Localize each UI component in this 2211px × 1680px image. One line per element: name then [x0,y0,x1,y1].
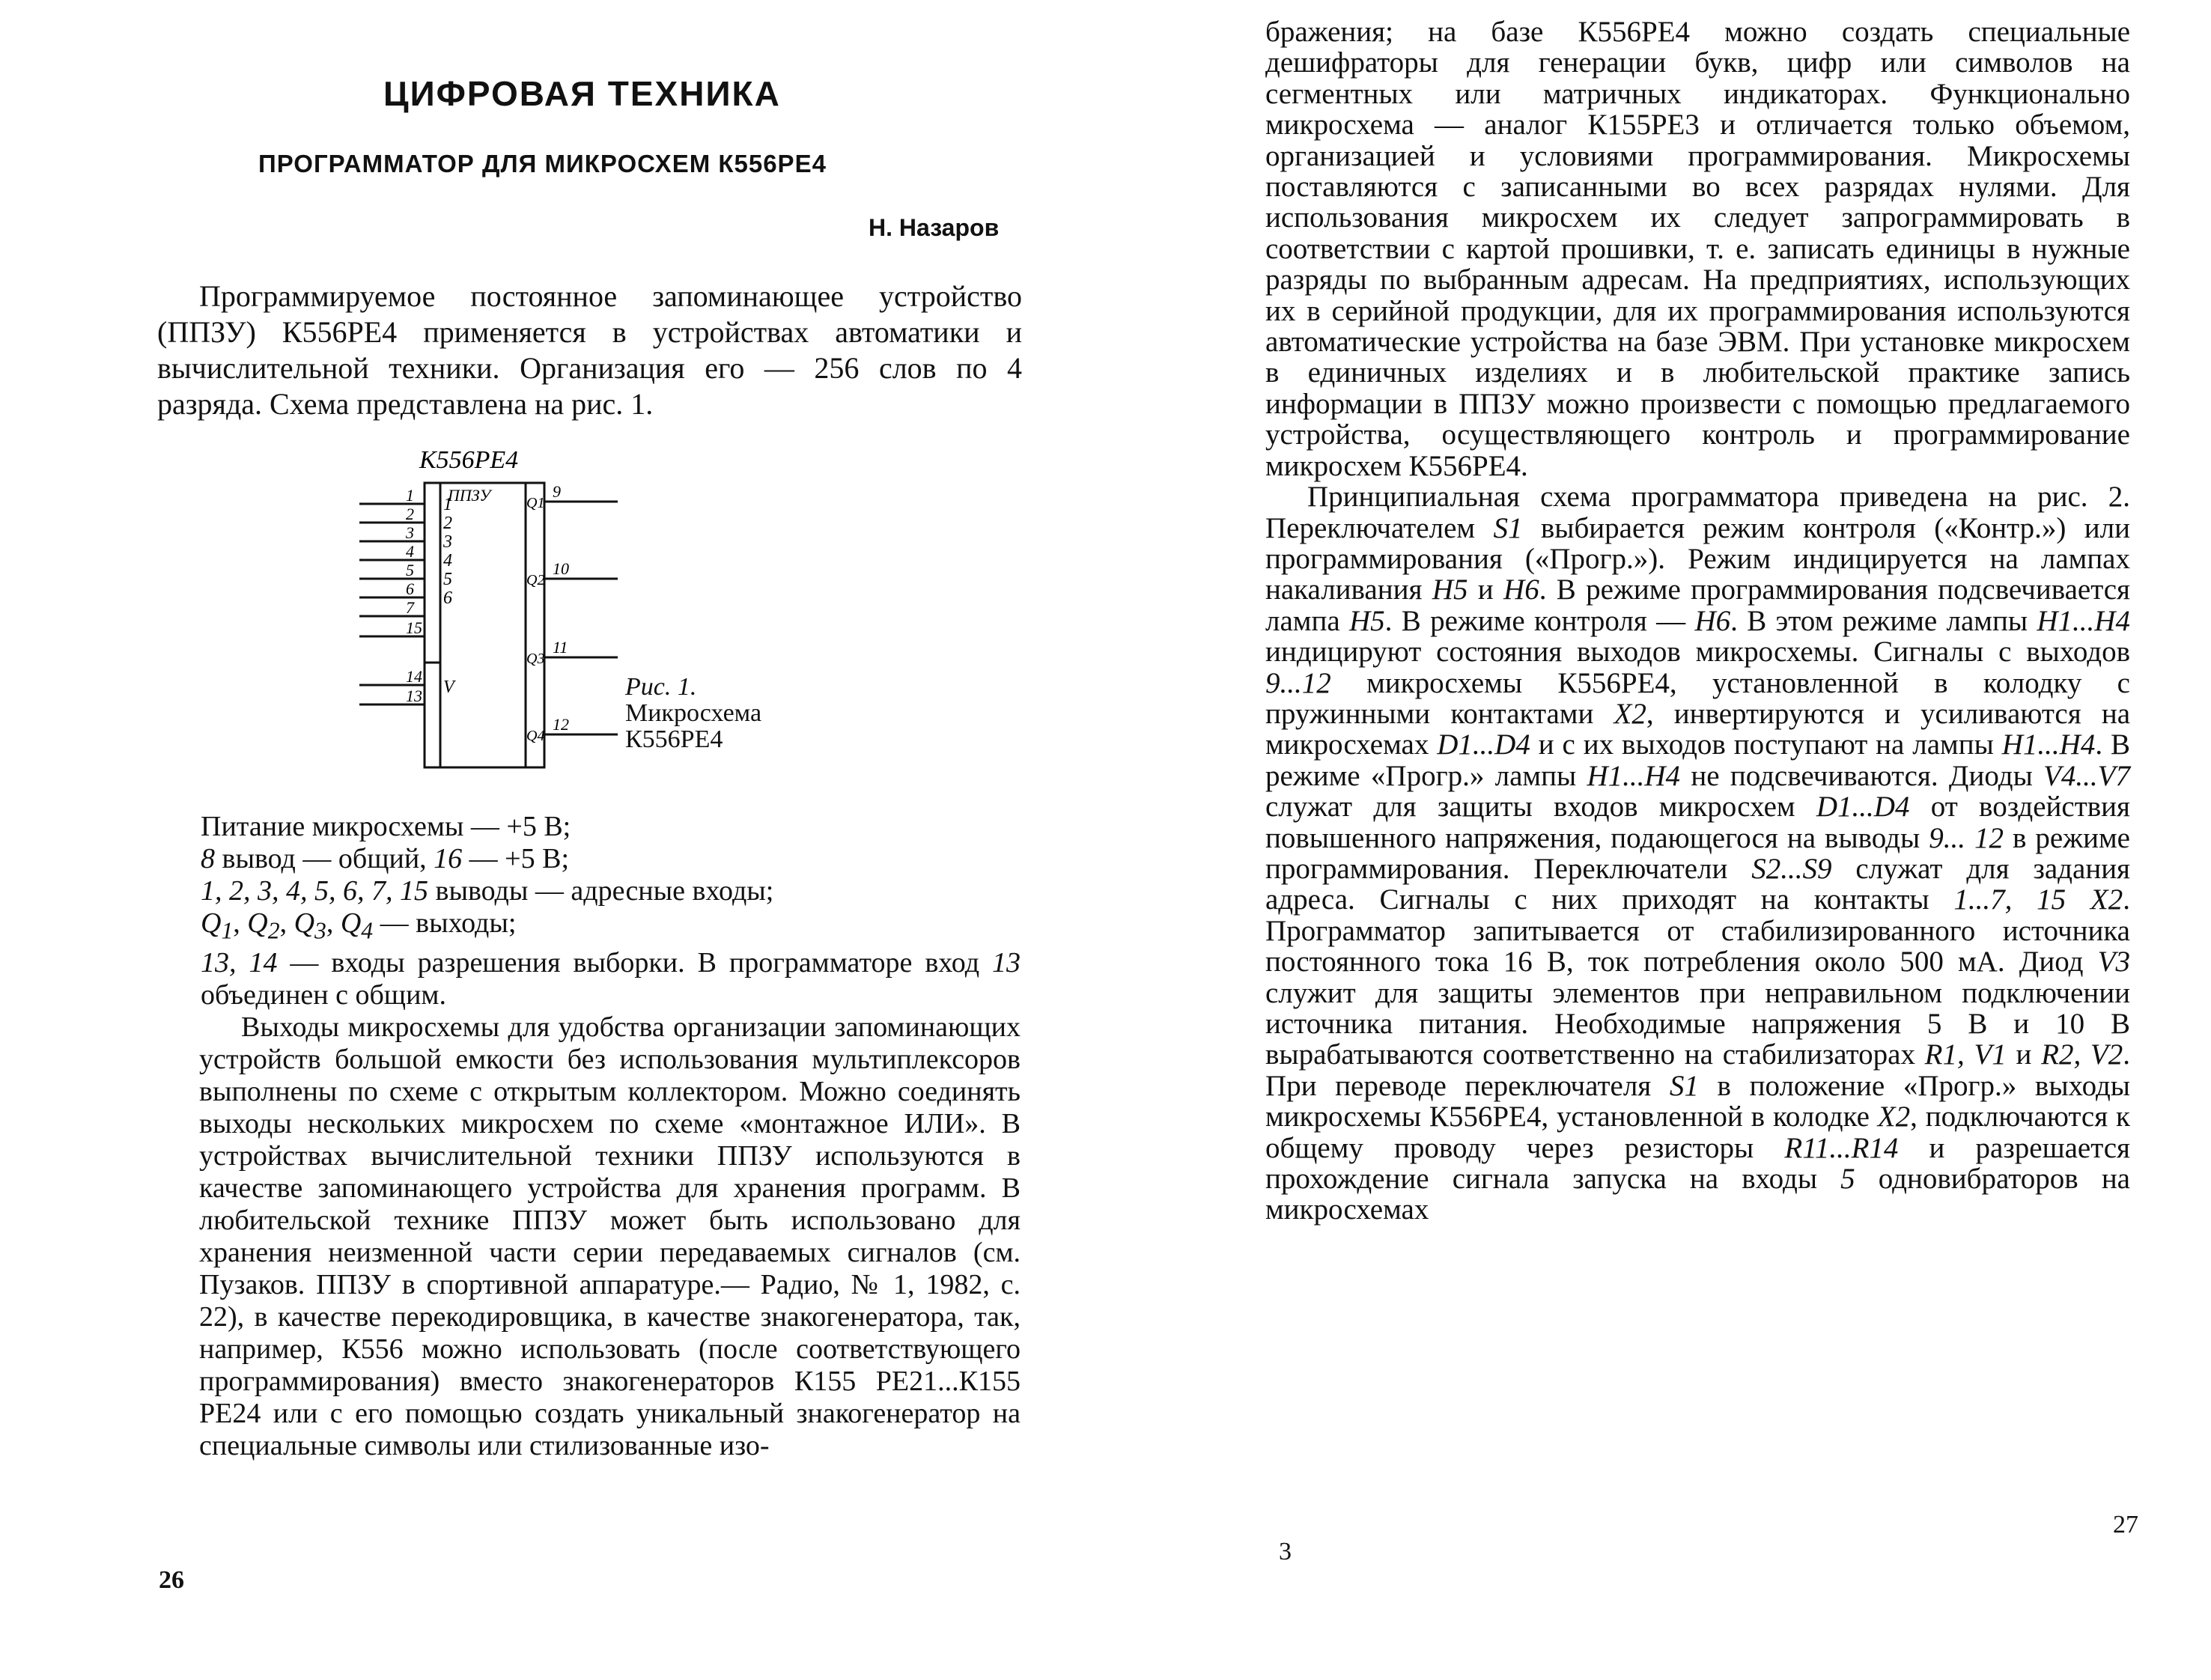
chip-inner-label: V [443,678,454,697]
pin-number-left: 2 [406,505,414,523]
pin-number: 16 [434,843,463,874]
designator: S1 [1493,511,1523,544]
designator: H6 [1503,573,1539,606]
pin-numbers: 13, 14 [201,946,278,979]
intro-text: Программируемое постоянное запоминающее устройство (ППЗУ) К556РЕ4 применяется в устройствах автоматики и вычислительной техники. Организация его — 256 слов по 4 разряда. Схема представлена на рис. 1. [157,279,1022,421]
caption-title: Рис. 1. [625,673,697,701]
designator: H1...H4 [2001,728,2096,761]
pin-number-right: 9 [553,482,561,501]
output-q3: $Q_3$ [294,907,326,944]
designator: V3 [2097,946,2130,979]
designator: 5 [1840,1163,1855,1196]
pin-number-left: 1 [406,486,414,505]
chip-name-label: К556РЕ4 [419,446,519,474]
pin-number-left: 3 [406,523,414,542]
chip-output-label: Q1 [526,495,545,511]
pinout-line-ground [201,843,1021,875]
chip-inner-label: 6 [443,588,452,608]
pin-number-left: 13 [406,687,422,705]
pinout-text: объединен с общим. [201,979,446,1011]
chip-output-label: Q4 [526,728,545,744]
designator: 1...7, 15 X2 [1953,883,2123,916]
pin-number-left: 15 [406,618,422,637]
designator: X2 [1614,697,1646,730]
designator: H1...H4 [2037,604,2130,637]
designator: 9...12 [1265,666,1331,699]
page-number-right: 27 [2113,1511,2138,1539]
pin-number-right: 12 [553,715,569,734]
author: Н. Назаров [869,214,1000,241]
pin-number-left: 6 [406,579,414,598]
chip-inner-label: 4 [443,551,452,570]
chip-inner-label: 3 [443,532,452,552]
designator: R1, V1 [1924,1038,2007,1071]
designator: H1...H4 [1587,759,1681,792]
pinout-text: — входы разрешения выборки. В программаторе вход [277,946,992,979]
pinout-line-enable [201,947,1021,1011]
pin-number-left: 14 [406,667,422,686]
chip-type-label: ППЗУ [448,486,491,505]
designator: V4...V7 [2043,759,2130,792]
chip-output-label: Q2 [526,572,545,588]
pinout-line-outputs: $Q_1$, $Q_2$, $Q_3$, $Q_4$ — выходы; [201,907,517,944]
pinout-list [201,811,1021,1462]
pin-number-right: 10 [553,559,569,578]
intro-paragraph [157,279,1022,422]
chip-inner-label: 2 [443,514,452,533]
output-q2: $Q_2$ [247,907,280,944]
designator: H6 [1694,604,1731,637]
right-text-column [1265,16,2130,1226]
pin-number-right: 11 [553,638,568,657]
pinout-text: — +5 В; [462,843,570,874]
right-paragraph-2: Принципиальная схема программатора приведена на рис. 2. Переключателем S1 выбирается режим контроля («Контр.») или программирования («Прогр.»). Режим индицируется на лампах накаливания H5 и H6. В режиме программирования подсвечивается лампа H5. В режиме контроля — H6. В этом режиме лампы H1...H4 индицируют состояния выходов микросхемы. Сигналы с выходов 9...12 микросхемы К556РЕ4, установленной в колодку с пружинными контактами X2, инвертируются и усиливаются на микросхемах D1...D4 и с их выходов поступают на лампы H1...H4. В режиме «Прогр.» лампы H1...H4 не подсвечиваются. Диоды V4...V7 служат для защиты входов микросхем D1...D4 от воздействия повышенного напряжения, подающегося на выводы 9... 12 в режиме программирования. Переключатели S2...S9 служат для задания адреса. Сигналы с них приходят на контакты 1...7, 15 X2. Программатор запитывается от стабилизированного источника постоянного тока 16 В, ток потребления около 500 мА. Диод V3 служит для защиты элементов при неправильном подключении источника питания. Необходимые напряжения 5 В и 10 В вырабатываются соответственно на стабилизаторах R1, V1 и R2, V2. При переводе переключателя S1 в положение «Прогр.» выходы микросхемы К556РЕ4, установленной в колодке X2, подключаются к общему проводу через резисторы R11...R14 и разрешается прохождение сигнала запуска на входы 5 одновибраторов на микросхемах [1265,481,2131,1226]
pinout-line-address [201,875,1021,907]
designator: H5 [1432,573,1468,606]
pin-number-left: 4 [406,542,414,561]
designator: 9... 12 [1929,821,2004,854]
pinout-line-power: Питание микросхемы — +5 В; [201,811,571,842]
designator: R11...R14 [1784,1131,1899,1164]
pin-number: 13 [992,946,1021,979]
pinout-text: вывод — общий, [215,843,434,874]
designator: S1 [1669,1069,1699,1102]
chip-inner-label: 1 [443,495,452,514]
figure-caption [625,674,761,752]
pinout-text: — выходы; [373,907,517,939]
chip-pins [359,482,618,744]
designator: R2, V2 [2041,1038,2123,1071]
designator: S2...S9 [1751,852,1832,885]
caption-line2: К556РЕ4 [625,725,723,753]
caption-line1: Микросхема [625,699,762,727]
pin-number-left: 7 [406,598,414,617]
output-q4: $Q_4$ [340,907,374,944]
designator: D1...D4 [1437,728,1530,761]
left-page [0,0,1105,1680]
designator: H5 [1348,604,1385,637]
pinout-text: выводы — адресные входы; [428,875,774,907]
right-paragraph-1: бражения; на базе К556РЕ4 можно создать специальные дешифраторы для генерации букв, цифр или символов на сегментных или матричных индикаторах. Функционально микросхема — аналог К155РЕ3 и отличается только объемом, организацией и условиями программирования. Микросхемы поставляются с записанными во всех разрядах нулями. Для использования микросхем их следует запрограммировать в соответствии с картой прошивки, т. е. записать единицы в нужные разряды по выбранным адресам. На предприятиях, использующих их в серийной продукции, для их программирования используются автоматические устройства на базе ЭВМ. При установке микросхем в единичных изделиях и в любительской практике запись информации в ППЗУ можно произвести с помощью предлагаемого устройства, осуществляющего контроль и программирование микросхем К556РЕ4. [1265,16,2130,482]
page-number-inner: 3 [1279,1538,1292,1565]
chip-inner-label: 5 [443,570,452,589]
body-paragraph: Выходы микросхемы для удобства организации запоминающих устройств большой емкости без использования мультиплексоров выполнены по схеме с открытым коллектором. Можно соединять выходы нескольких микросхем по схеме «монтажное ИЛИ». В устройствах вычислительной техники ППЗУ используются в качестве запоминающего устройства для хранения программ. В любительской технике ППЗУ может быть использовано для хранения неизменной части серии передаваемых сигналов (см. Пузаков. ППЗУ в спортивной аппаратуре.— Радио, № 1, 1982, с. 22), в качестве перекодировщика, в качестве знакогенератора, так, например, К556 можно использовать (после соответствующего программирования) вместо знакогенераторов К155 РЕ21...К155 РЕ24 или с его помощью создать уникальный знакогенератор на специальные символы или стилизованные изо- [199,1011,1021,1461]
output-q1: $Q_1$ [201,907,234,944]
section-title: ЦИФРОВАЯ ТЕХНИКА [383,74,781,113]
designator: X2 [1877,1101,1911,1133]
pin-number-left: 5 [406,561,414,579]
pin-number: 8 [201,843,215,874]
chip-output-label: Q3 [526,651,545,667]
article-title: ПРОГРАММАТОР ДЛЯ МИКРОСХЕМ К556РЕ4 [258,150,827,177]
pin-numbers: 1, 2, 3, 4, 5, 6, 7, 15 [201,875,428,907]
designator: D1...D4 [1816,791,1910,824]
page-number-left: 26 [159,1566,184,1594]
